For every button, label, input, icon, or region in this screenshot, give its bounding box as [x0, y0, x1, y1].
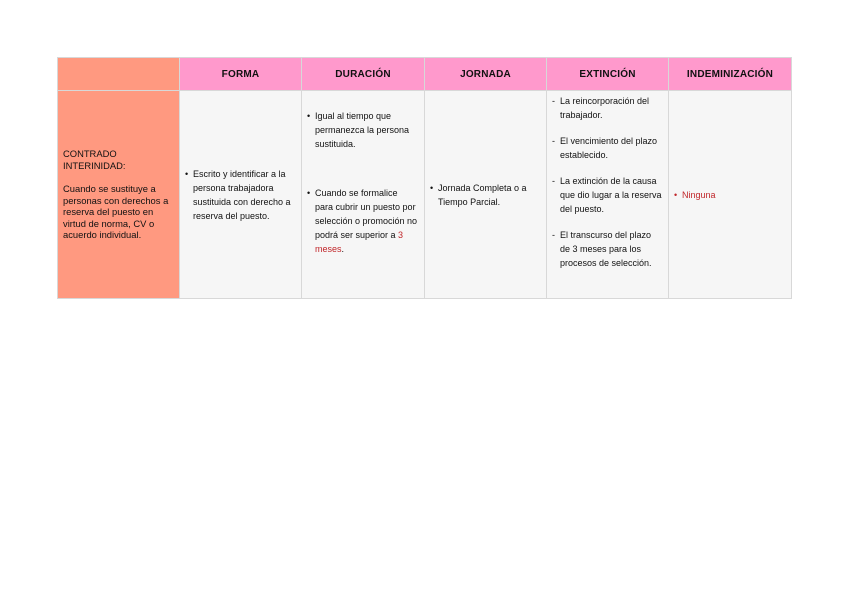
header-extincion: EXTINCIÓN — [547, 58, 669, 91]
forma-text: Escrito y identificar a la persona trabajadora sustituida con derecho a reserva del puesto. — [193, 168, 291, 221]
extincion-item-4 — [552, 228, 662, 270]
header-corner-cell — [58, 58, 180, 91]
contract-type-title: CONTRADO INTERINIDAD: — [63, 148, 126, 171]
dash-icon: - — [552, 96, 555, 106]
dash-icon: - — [552, 136, 555, 146]
indemnizacion-item — [674, 188, 785, 202]
bullet-icon: • — [307, 111, 311, 121]
forma-item — [185, 167, 295, 223]
header-indemnizacion: INDEMINIZACIÓN — [669, 58, 792, 91]
extincion-text-3: La extinción de la causa que dio lugar a la reserva del puesto. — [560, 176, 662, 214]
indemnizacion-cell — [669, 91, 792, 299]
contract-type-cell — [58, 91, 180, 299]
duracion-cell — [302, 91, 425, 299]
extincion-item-1 — [552, 94, 662, 122]
duracion-item-2 — [307, 186, 418, 256]
bullet-icon: • — [430, 182, 434, 193]
duracion-text-2: Cuando se formalice para cubrir un puesto por selección o promoción no podrá ser superior a — [315, 188, 418, 240]
indemnizacion-text: Ninguna — [682, 189, 716, 200]
extincion-text-2: El vencimiento del plazo establecido. — [560, 136, 658, 160]
contract-type-description: Cuando se sustituye a personas con derechos a reserva del puesto en virtud de norma, CV o acuerdo individual. — [63, 183, 169, 241]
extincion-cell — [547, 91, 669, 299]
duracion-end: . — [341, 244, 345, 254]
duracion-highlight: 3 meses — [315, 230, 404, 254]
jornada-item — [430, 181, 540, 209]
header-jornada: JORNADA — [425, 58, 547, 91]
duracion-item-1 — [307, 109, 418, 151]
extincion-item-3 — [552, 174, 662, 216]
extincion-text-4: El transcurso del plazo de 3 meses para los procesos de selección. — [560, 230, 652, 268]
dash-icon: - — [552, 176, 555, 186]
bullet-icon: • — [674, 189, 678, 200]
header-duracion: DURACIÓN — [302, 58, 425, 91]
header-forma: FORMA — [180, 58, 302, 91]
dash-icon: - — [552, 230, 555, 240]
table-row — [58, 91, 792, 299]
duracion-text-1: Igual al tiempo que permanezca la persona sustituida. — [315, 111, 410, 149]
bullet-icon: • — [307, 188, 311, 198]
extincion-text-1: La reincorporación del trabajador. — [560, 96, 650, 120]
jornada-cell — [425, 91, 547, 299]
header-row — [58, 58, 792, 91]
bullet-icon: • — [185, 168, 189, 179]
forma-cell — [180, 91, 302, 299]
jornada-text: Jornada Completa o a Tiempo Parcial. — [438, 182, 527, 207]
contract-table — [57, 57, 792, 299]
extincion-item-2 — [552, 134, 662, 162]
